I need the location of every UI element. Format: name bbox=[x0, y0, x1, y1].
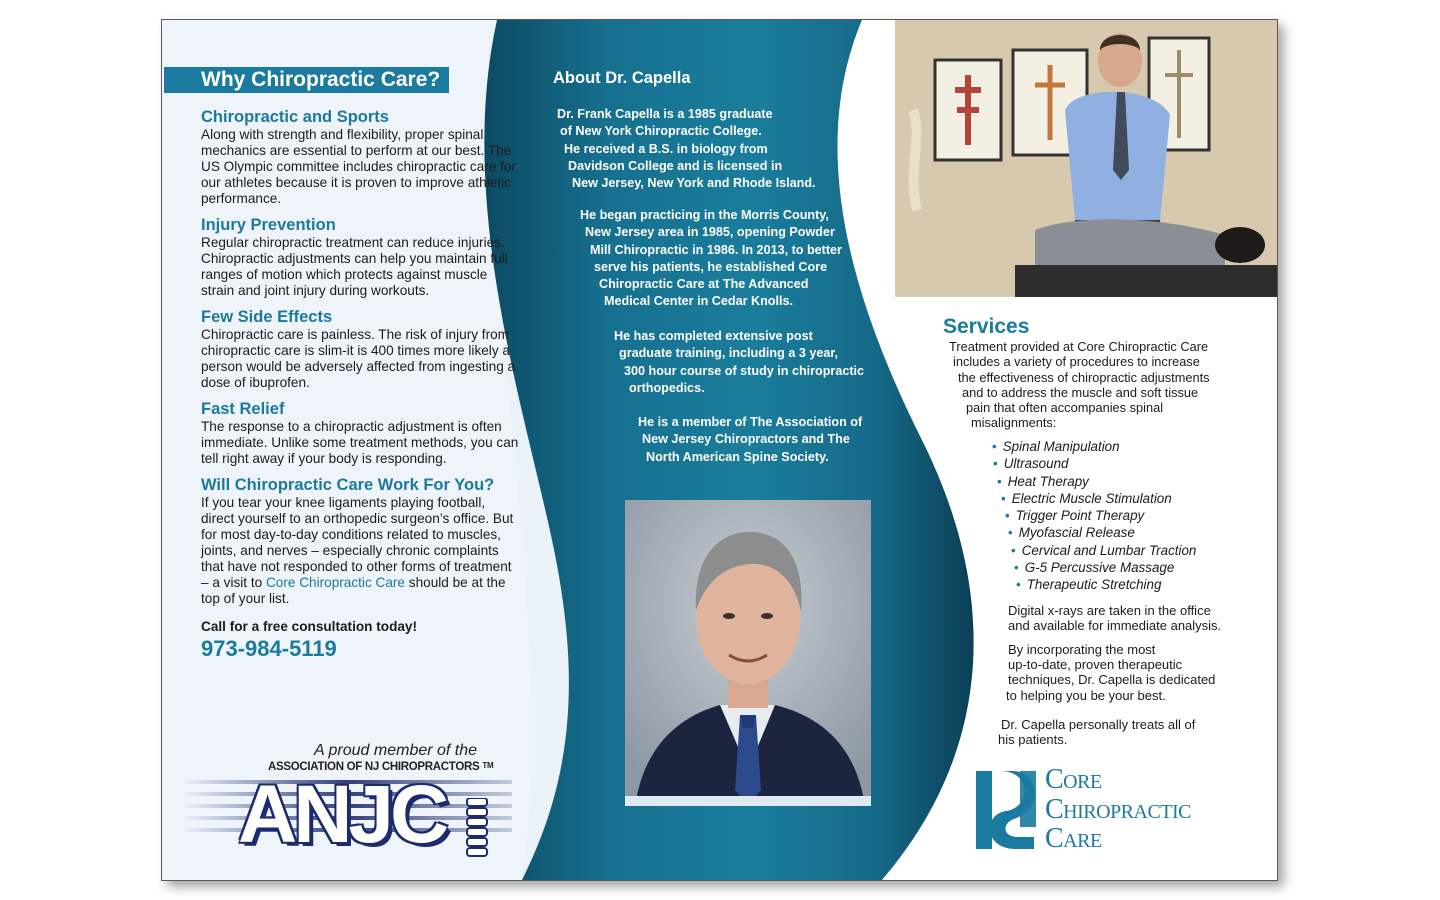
list-item bbox=[1011, 542, 1196, 559]
service-label: Electric Muscle Stimulation bbox=[1011, 490, 1172, 506]
logo-line: Care bbox=[1045, 823, 1102, 854]
about-paragraph-3 bbox=[614, 328, 864, 397]
bullet-icon: • bbox=[1001, 490, 1006, 506]
about-line: Chiropractic Care at The Advanced bbox=[599, 277, 809, 292]
about-line: orthopedics. bbox=[629, 380, 705, 395]
about-line: graduate training, including a 3 year, bbox=[619, 346, 839, 361]
about-line: Davidson College and is licensed in bbox=[568, 158, 783, 173]
bullet-icon: • bbox=[1008, 525, 1013, 541]
trademark-mark: TM bbox=[482, 761, 494, 770]
service-label: Trigger Point Therapy bbox=[1015, 508, 1145, 524]
xray-line: Digital x-rays are taken in the office bbox=[1008, 603, 1211, 618]
list-item bbox=[992, 438, 1196, 455]
why-chiropractic-banner: Why Chiropractic Care? bbox=[164, 67, 449, 93]
service-label: Myofascial Release bbox=[1018, 525, 1135, 541]
treatment-photo bbox=[895, 20, 1277, 297]
section-body-side-effects: Chiropractic care is painless. The risk of injury from chiropractic care is slim-it is 400 times more likely a person would be adversely affected from ingesting a dose of ibuprofen. bbox=[201, 327, 516, 390]
about-title: About Dr. Capella bbox=[553, 69, 691, 87]
service-label: Ultrasound bbox=[1003, 456, 1069, 472]
section-heading-work-for-you: Will Chiropractic Care Work For You? bbox=[201, 476, 495, 494]
list-item bbox=[993, 455, 1196, 472]
about-line: He has completed extensive post bbox=[614, 329, 813, 343]
logo-line: Chiropractic bbox=[1045, 793, 1192, 825]
list-item bbox=[1001, 490, 1196, 507]
proud-member-text: A proud member of the bbox=[314, 742, 478, 759]
about-line: He began practicing in the Morris County, bbox=[580, 208, 829, 222]
body-text: If you tear your knee ligaments playing football, direct yourself to an orthopedic surgeon’s office. But for most day-to-day conditions related to muscles, joints, and nerves – especially chronic complaints that have not responded to other forms of treatment – a visit to bbox=[201, 495, 514, 590]
services-title: Services bbox=[943, 315, 1030, 338]
about-paragraph-1 bbox=[557, 106, 816, 192]
personal-line: his patients. bbox=[998, 732, 1068, 748]
call-to-action: Call for a free consultation today! bbox=[201, 619, 418, 634]
approach-line: up-to-date, proven therapeutic bbox=[1008, 657, 1183, 673]
section-body-fast-relief: The response to a chiropractic adjustment is often immediate. Unlike some treatment methods, you can tell right away if your body is responding. bbox=[201, 419, 519, 466]
services-intro bbox=[949, 339, 1210, 431]
xray-text bbox=[1008, 603, 1221, 633]
association-text: ASSOCIATION OF NJ CHIROPRACTORS bbox=[268, 761, 480, 773]
service-label: Cervical and Lumbar Traction bbox=[1021, 542, 1197, 558]
service-label: Heat Therapy bbox=[1007, 473, 1089, 489]
intro-line: the effectiveness of chiropractic adjustments bbox=[958, 369, 1210, 385]
xray-line: and available for immediate analysis. bbox=[1008, 618, 1222, 634]
intro-line: includes a variety of procedures to increase bbox=[953, 354, 1200, 370]
phone-number[interactable]: 973-984-5119 bbox=[201, 636, 337, 661]
intro-line: misalignments: bbox=[971, 415, 1057, 431]
about-line: He is a member of The Association of bbox=[638, 415, 863, 429]
list-item bbox=[1008, 524, 1196, 541]
bullet-icon: • bbox=[1014, 560, 1019, 576]
list-item bbox=[997, 473, 1196, 490]
section-body-work-for-you bbox=[201, 495, 521, 607]
about-line: 300 hour course of study in chiropractic bbox=[624, 363, 865, 378]
section-body-sports: Along with strength and flexibility, proper spinal mechanics are essential to perform at our best. The US Olympic committee includes chiropractic care for our athletes because it is proven to improve athletic performance. bbox=[201, 127, 517, 206]
personal-line: Dr. Capella personally treats all of bbox=[1001, 717, 1196, 732]
about-line: New Jersey area in 1985, opening Powder bbox=[585, 225, 835, 240]
intro-line: pain that often accompanies spinal bbox=[966, 400, 1164, 416]
approach-line: to helping you be your best. bbox=[1006, 687, 1166, 703]
list-item bbox=[1014, 559, 1196, 576]
service-label: Spinal Manipulation bbox=[1002, 439, 1120, 454]
about-line: New Jersey Chiropractors and The bbox=[642, 432, 850, 447]
core-chiropractic-link[interactable]: Core Chiropractic Care bbox=[265, 575, 405, 590]
approach-line: techniques, Dr. Capella is dedicated bbox=[1008, 672, 1216, 688]
services-list bbox=[992, 438, 1196, 594]
bullet-icon: • bbox=[993, 456, 998, 472]
about-line: He received a B.S. in biology from bbox=[564, 141, 768, 156]
list-item bbox=[1005, 507, 1196, 524]
about-line: Mill Chiropractic in 1986. In 2013, to better bbox=[590, 242, 842, 257]
section-heading-injury-prevention: Injury Prevention bbox=[201, 216, 336, 234]
anjc-logo bbox=[192, 742, 512, 867]
about-line: New Jersey, New York and Rhode Island. bbox=[572, 176, 816, 191]
bullet-icon: • bbox=[1005, 508, 1010, 524]
spine-icon bbox=[464, 798, 490, 860]
service-label: G-5 Percussive Massage bbox=[1024, 560, 1175, 576]
body-text-end: should be at the top of your list. bbox=[201, 575, 506, 606]
service-label: Therapeutic Stretching bbox=[1026, 577, 1162, 593]
section-heading-sports: Chiropractic and Sports bbox=[201, 108, 389, 126]
anjc-letters: ANJC bbox=[238, 769, 446, 860]
section-heading-fast-relief: Fast Relief bbox=[201, 400, 285, 418]
personal-care-text bbox=[998, 717, 1196, 748]
about-paragraph-4 bbox=[638, 414, 862, 466]
about-line: serve his patients, he established Core bbox=[594, 259, 828, 274]
treatment-illustration bbox=[895, 20, 1277, 297]
list-item bbox=[1016, 576, 1196, 593]
intro-line: Treatment provided at Core Chiropractic Care bbox=[949, 339, 1209, 354]
about-line: Medical Center in Cedar Knolls. bbox=[604, 294, 793, 309]
bullet-icon: • bbox=[1016, 577, 1021, 593]
approach-line: By incorporating the most bbox=[1008, 642, 1156, 657]
approach-text bbox=[1008, 642, 1215, 703]
doctor-portrait bbox=[625, 500, 871, 806]
core-logo-icon bbox=[972, 767, 1040, 853]
bullet-icon: • bbox=[992, 439, 997, 454]
bullet-icon: • bbox=[1011, 542, 1016, 558]
section-body-injury-prevention: Regular chiropractic treatment can reduce injuries. Chiropractic adjustments can help you maintain full ranges of motion which protects against muscle strain and joint injury during workouts. bbox=[201, 235, 508, 298]
section-heading-side-effects: Few Side Effects bbox=[201, 308, 333, 326]
about-line: Dr. Frank Capella is a 1985 graduate bbox=[557, 107, 773, 121]
intro-line: and to address the muscle and soft tissue bbox=[962, 384, 1199, 400]
brochure bbox=[161, 19, 1278, 881]
core-chiropractic-logo bbox=[972, 765, 1252, 860]
left-column bbox=[201, 108, 521, 661]
about-paragraph-2 bbox=[580, 207, 842, 311]
logo-line: Core bbox=[1045, 764, 1102, 795]
portrait-illustration bbox=[625, 500, 871, 806]
bullet-icon: • bbox=[997, 473, 1002, 489]
about-line: North American Spine Society. bbox=[646, 449, 829, 464]
core-logo-text bbox=[1045, 765, 1191, 854]
about-line: of New York Chiropractic College. bbox=[560, 124, 762, 139]
